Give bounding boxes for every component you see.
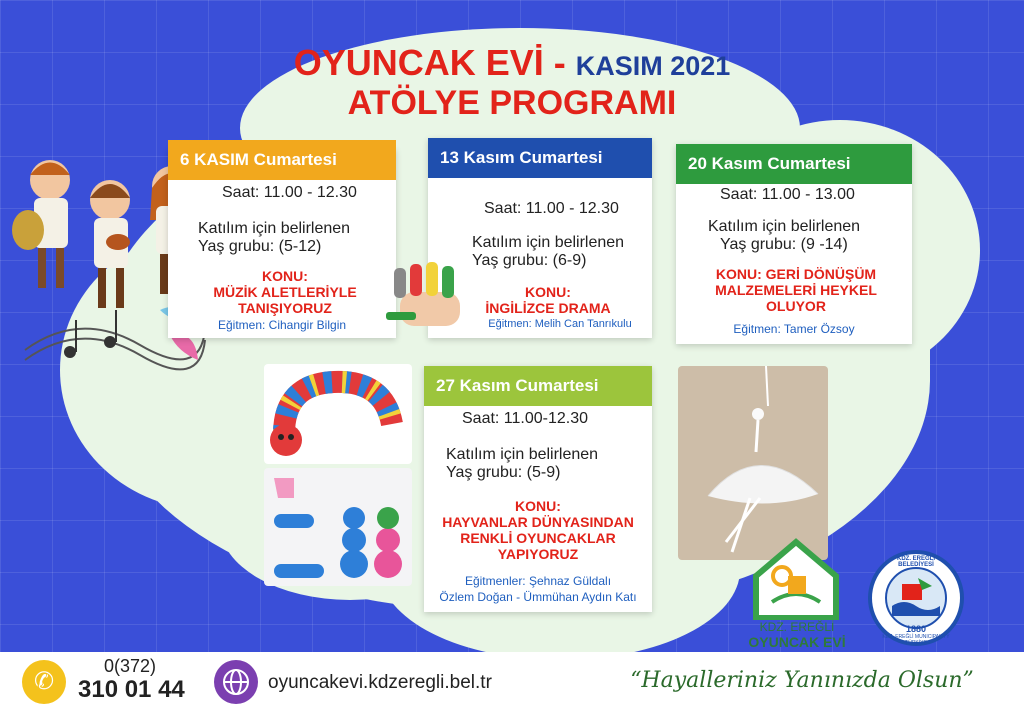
finger-puppets-photo bbox=[380, 262, 480, 332]
phone-number[interactable]: 310 01 44 bbox=[78, 676, 185, 703]
website-link[interactable]: oyuncakevi.kdzeregli.bel.tr bbox=[268, 672, 492, 693]
logo-text-line1: KDZ. EREĞLİ bbox=[759, 620, 835, 634]
caterpillar-toy-photo bbox=[264, 364, 412, 464]
event-teacher: Eğitmenler: Şehnaz Güldalı bbox=[464, 574, 612, 588]
topic-line: OLUYOR bbox=[766, 298, 826, 314]
seal-year: 1880 bbox=[905, 624, 927, 634]
title-part1: OYUNCAK EVİ bbox=[293, 42, 544, 83]
slogan: “Hayalleriniz Yanınızda Olsun” bbox=[630, 668, 974, 693]
seal-bottom-text: KDZ. EREĞLİ MUNICIPALITY TÜRKİYE bbox=[882, 634, 950, 646]
event-card-header: 20 Kasım Cumartesi bbox=[676, 144, 912, 184]
phone-prefix: 0(372) bbox=[104, 656, 157, 676]
sock-caterpillar-photo bbox=[264, 468, 412, 586]
page-title bbox=[0, 42, 1024, 84]
event-teacher: Eğitmen: Tamer Özsoy bbox=[733, 322, 855, 336]
age-group: Yaş grubu: (9 -14) bbox=[720, 236, 848, 253]
event-card-header: 6 KASIM Cumartesi bbox=[168, 140, 396, 180]
event-time: Saat: 11.00 - 12.30 bbox=[222, 184, 357, 201]
topic-line: KONU: bbox=[515, 498, 561, 514]
event-card-header: 13 Kasım Cumartesi bbox=[428, 138, 652, 178]
topic-line: MALZEMELERİ HEYKEL bbox=[715, 282, 877, 298]
topic-line: İNGİLİZCE DRAMA bbox=[485, 300, 611, 316]
title-separator: - bbox=[543, 42, 576, 83]
topic-line: KONU: bbox=[525, 284, 571, 300]
event-topic bbox=[686, 266, 906, 314]
topic-line: KONU: bbox=[262, 268, 308, 284]
event-time: Saat: 11.00 - 12.30 bbox=[484, 200, 619, 217]
age-label: Katılım için belirlenen bbox=[446, 446, 599, 463]
topic-line: MÜZİK ALETLERİYLE bbox=[213, 284, 357, 300]
phone-icon: ✆ bbox=[22, 660, 66, 704]
topic-line: YAPIYORUZ bbox=[497, 546, 579, 562]
recycled-sculpture-photo bbox=[678, 366, 828, 560]
topic-line: HAYVANLAR DÜNYASINDAN bbox=[442, 514, 634, 530]
age-label: Katılım için belirlenen bbox=[708, 218, 861, 235]
topic-line: KONU: GERİ DÖNÜŞÜM bbox=[715, 266, 877, 282]
globe-icon bbox=[214, 660, 258, 704]
house-logo-icon bbox=[748, 536, 844, 620]
event-time: Saat: 11.00 - 13.00 bbox=[720, 186, 855, 203]
logo-text-line2: OYUNCAK EVİ bbox=[748, 634, 846, 650]
event-teacher: Eğitmen: Melih Can Tanrıkulu bbox=[488, 318, 632, 330]
page-subtitle: ATÖLYE PROGRAMI bbox=[347, 84, 677, 122]
event-topic bbox=[424, 498, 652, 562]
title-part2: KASIM 2021 bbox=[575, 51, 731, 81]
age-label: Katılım için belirlenen bbox=[472, 234, 625, 251]
event-time: Saat: 11.00-12.30 bbox=[462, 410, 589, 427]
age-group: Yaş grubu: (5-12) bbox=[198, 238, 322, 255]
topic-line: TANIŞIYORUZ bbox=[238, 300, 332, 316]
event-teacher: Eğitmen: Cihangir Bilgin bbox=[217, 318, 347, 332]
event-teacher-2: Özlem Doğan - Ümmühan Aydın Katı bbox=[439, 590, 637, 604]
topic-line: RENKLİ OYUNCAKLAR bbox=[460, 530, 616, 546]
event-card-header: 27 Kasım Cumartesi bbox=[424, 366, 652, 406]
age-label: Katılım için belirlenen bbox=[198, 220, 351, 237]
age-group: Yaş grubu: (5-9) bbox=[446, 464, 561, 481]
age-group: Yaş grubu: (6-9) bbox=[472, 252, 587, 269]
seal-top-text: KDZ. EREĞLİ BELEDİYESİ bbox=[896, 556, 935, 568]
event-topic bbox=[176, 268, 394, 316]
